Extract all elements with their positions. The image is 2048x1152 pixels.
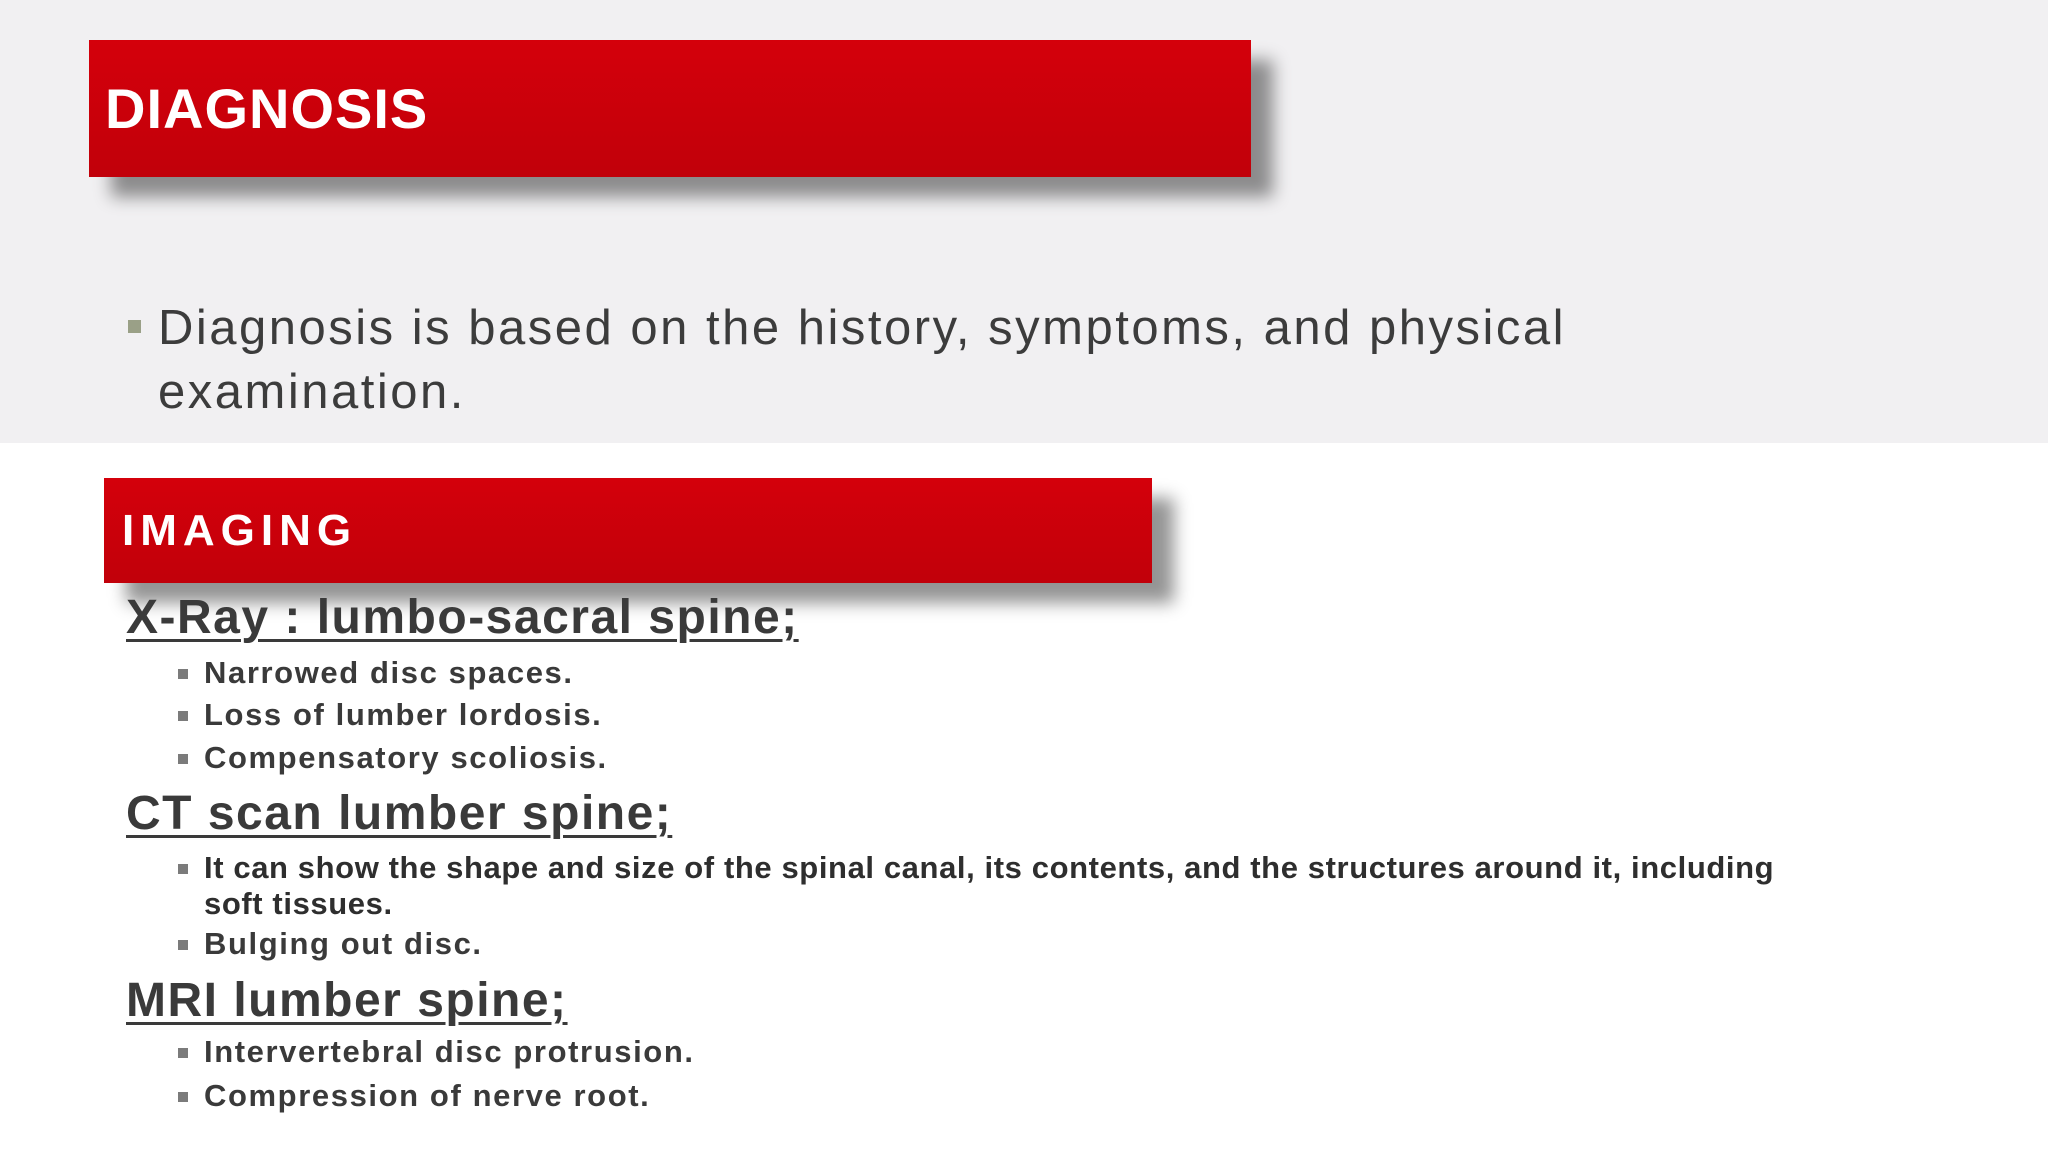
ct-heading: CT scan lumber spine; [126,787,673,840]
bullet-square-icon [178,864,188,874]
xray-bullet: Narrowed disc spaces. [178,655,1818,691]
imaging-title-banner [104,478,1152,583]
diagnosis-title: DIAGNOSIS [105,77,429,140]
xray-bullet: Compensatory scoliosis. [178,740,1818,776]
xray-heading: X-Ray : lumbo-sacral spine; [126,591,799,644]
diagnosis-bullet [128,296,1888,424]
mri-bullet: Compression of nerve root. [178,1078,1818,1114]
bullet-square-icon [178,669,188,679]
bullet-square-icon [178,754,188,764]
bullet-square-icon [178,1048,188,1058]
diagnosis-text: Diagnosis is based on the history, symptoms, and physical examination. [158,301,1567,419]
mri-bullet: Intervertebral disc protrusion. [178,1034,1818,1070]
xray-bullet: Loss of lumber lordosis. [178,697,1818,733]
diagnosis-title-banner [89,40,1251,177]
mri-heading: MRI lumber spine; [126,974,568,1027]
bullet-square-icon [178,1092,188,1102]
bullet-square-icon [128,320,141,333]
ct-bullet: Bulging out disc. [178,926,1818,962]
bullet-square-icon [178,711,188,721]
ct-bullet: It can show the shape and size of the spinal canal, its contents, and the structures around it, including soft tissues. [178,850,1818,922]
imaging-title: IMAGING [122,505,358,555]
bullet-square-icon [178,940,188,950]
